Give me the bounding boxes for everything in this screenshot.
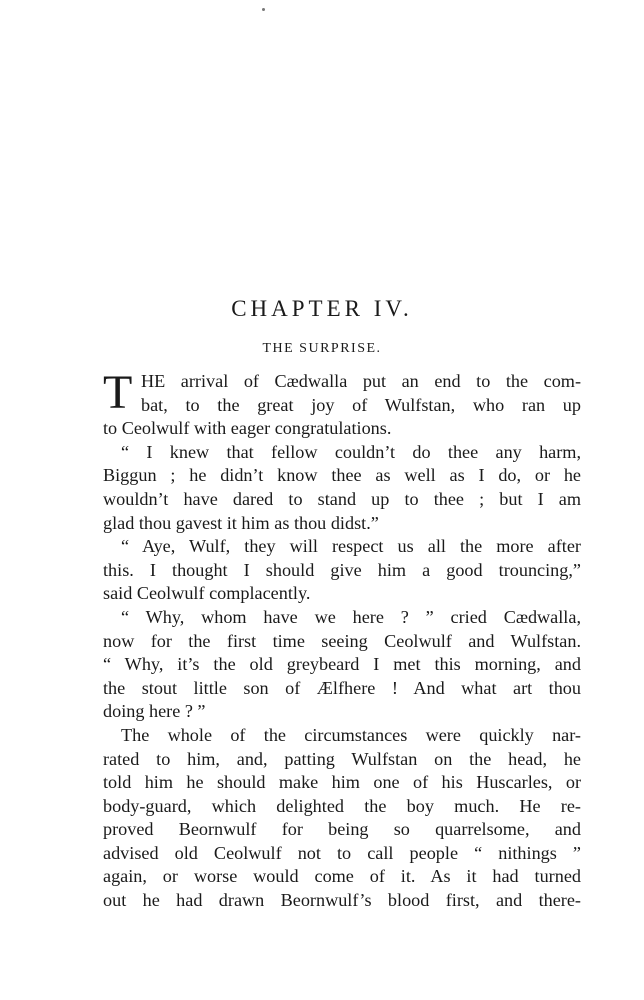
- opening-paragraph-start: [103, 366, 581, 419]
- text-line: “ I knew that fellow couldn’t do thee any harm,: [121, 441, 581, 462]
- text-line: proved Beornwulf for being so quarrelsome, and: [103, 819, 581, 840]
- text-line: Biggun ; he didn’t know thee as well as I do, or he: [103, 465, 581, 486]
- chapter-body: [103, 366, 581, 913]
- text-line: said Ceolwulf complacently.: [103, 583, 311, 604]
- text-line: advised old Ceolwulf not to call people “ nithings ”: [103, 842, 581, 863]
- text-line: this. I thought I should give him a good trouncing,”: [103, 559, 581, 580]
- text-line: “ Why, it’s the old greybeard I met this morning, and: [103, 654, 581, 675]
- section-title: THE SURPRISE.: [262, 341, 382, 356]
- text-line: now for the first time seeing Ceolwulf and Wulfstan.: [103, 630, 581, 651]
- text-line: rated to him, and, patting Wulfstan on the head, he: [103, 748, 581, 769]
- text-line: glad thou gavest it him as thou didst.”: [103, 512, 379, 533]
- text-line: again, or worse would come of it. As it had turned: [103, 866, 581, 887]
- text-line: told him he should make him one of his Huscarles, or: [103, 772, 581, 793]
- text-line: to Ceolwulf with eager congratulations.: [103, 418, 392, 439]
- text-line: body-guard, which delighted the boy much. He re-: [103, 795, 581, 816]
- text-line: The whole of the circumstances were quickly nar-: [121, 724, 581, 745]
- text-line: out he had drawn Beornwulf’s blood first, and there-: [103, 890, 581, 911]
- text-line: “ Aye, Wulf, they will respect us all the more after: [121, 536, 581, 557]
- text-line: the stout little son of Ælfhere ! And what art thou: [103, 677, 581, 698]
- text-line: wouldn’t have dared to stand up to thee ; but I am: [103, 488, 581, 509]
- text-line: bat, to the great joy of Wulfstan, who ran up: [141, 394, 581, 415]
- text-line: doing here ? ”: [103, 701, 206, 722]
- page-speck: [262, 8, 265, 11]
- drop-cap: T: [103, 366, 133, 419]
- text-line: “ Why, whom have we here ? ” cried Cædwalla,: [121, 606, 581, 627]
- text-line: HE arrival of Cædwalla put an end to the com-: [141, 371, 581, 391]
- chapter-title: CHAPTER IV.: [231, 296, 413, 321]
